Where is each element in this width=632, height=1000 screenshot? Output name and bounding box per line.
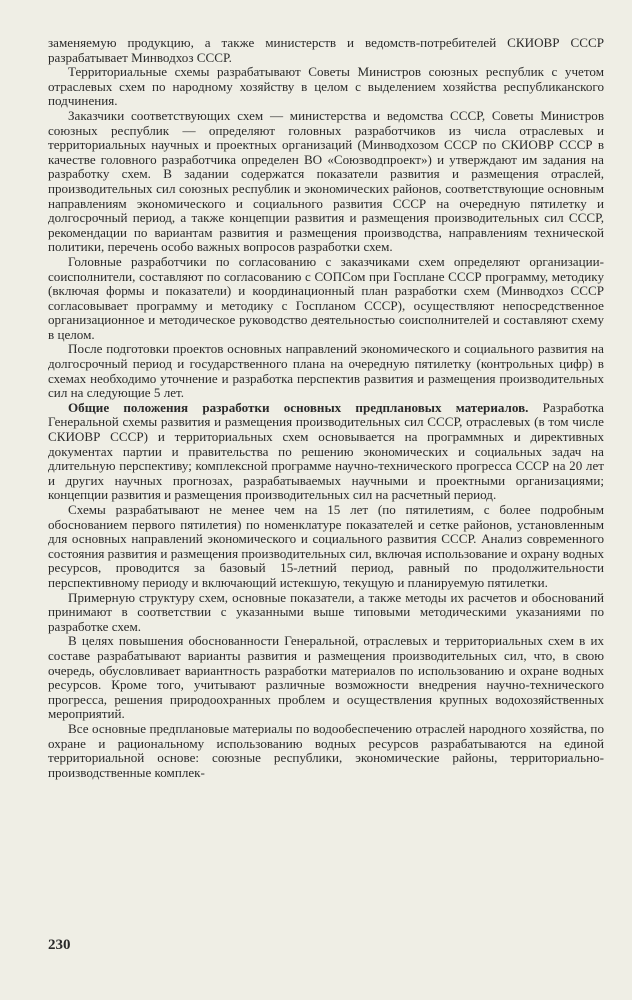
body-text (48, 36, 604, 780)
paragraph: Примерную структуру схем, основные показатели, а также методы их расчетов и обоснований принимают в соответствии с указанными выше типовыми методическими указаниями по разработке схем. (48, 589, 604, 634)
page-number: 230 (48, 937, 71, 953)
paragraph: После подготовки проектов основных направлений экономического и социального развития на долгосрочный период и государственного плана на очередную пятилетку (контрольных цифр) в схемах необходимо уточнение и разработка перспектив развития и размещения производительных сил на следующие 5 лет. (48, 341, 604, 401)
paragraph: Территориальные схемы разрабатывают Советы Министров союзных республик с учетом отраслевых схем по народному хозяйству в целом с выделением хозяйства республиканского подчинения. (48, 64, 604, 109)
paragraph-continuation: заменяемую продукцию, а также министерств и ведомств-потребителей СКИОВР СССР разрабатывает Минводхоз СССР. (48, 35, 604, 65)
paragraph: Заказчики соответствующих схем — министерства и ведомства СССР, Советы Министров союзных республик — определяют головных разработчиков из числа отраслевых и территориальных научных и проектных организаций (Минводхозом СССР по СКИОВР СССР в качестве головного разработчика определен ВО «Союзводпроект») и утверждают им задания на разработку схем. В задании содержатся показатели развития и размещения отраслей, производительных сил союзных республик и экономических районов, соответствующие основным направлениям экономического и социального развития СССР на очередную пятилетку и долгосрочный период, а также концепции развития и размещения производительных сил СССР, рекомендации по вариантам развития и размещения производства, направлениям технической политики, перечень особо важных вопросов разработки схем. (48, 107, 604, 255)
run-in-heading: Общие положения разработки основных предплановых материалов. (68, 399, 529, 415)
paragraph: В целях повышения обоснованности Генеральной, отраслевых и территориальных схем в их составе разрабатывают варианты развития и размещения производительных сил, что, в свою очередь, обусловливает вариантность разработки материалов по использованию и охране водных ресурсов. Кроме того, учитывают различные возможности внедрения научно-технического прогресса, решения природоохранных проблем и осуществления крупных водохозяйственных мероприятий. (48, 633, 604, 722)
paragraph: Головные разработчики по согласованию с заказчиками схем определяют организации-соисполнители, составляют по согласованию с СОПСом при Госплане СССР программу, методику (включая формы и показатели) и координационный план разработки схем (Минводхоз СССР согласовывает программу и методику с Госпланом СССР), осуществляют непосредственное организационное и методическое руководство деятельностью соисполнителей и составляют схему в целом. (48, 253, 604, 342)
paragraph: Все основные предплановые материалы по водообеспечению отраслей народного хозяйства, по охране и рациональному использованию водных ресурсов разрабатываются на единой территориальной основе: союзные республики, экономические районы, территориально-производственные комплек- (48, 720, 604, 780)
paragraph: Схемы разрабатывают не менее чем на 15 лет (по пятилетиям, с более подробным обоснованием первого пятилетия) по номенклатуре показателей и сетке районов, установленным для основных направлений экономического и социального развития СССР. Анализ современного состояния развития и размещения производительных сил, включая использование и охрану водных ресурсов, проводится за базовый 15-летний период, равный по продолжительности перспективному периоду и включающий истекшую, текущую и планируемую пятилетки. (48, 502, 604, 590)
paragraph-with-heading: Общие положения разработки основных предплановых материалов. Разработка Генеральной схемы развития и размещения производительных сил СССР, отраслевых (в том числе СКИОВР СССР) и территориальных схем основывается на программных и директивных документах партии и правительства по решению экономических и социальных задач на длительную перспективу; комплексной программе научно-технического прогресса СССР на 20 лет и других научных прогнозах, разрабатываемых научными и проектными организациями; концепции развития и размещения производительных сил на расчетный период. (48, 399, 604, 503)
